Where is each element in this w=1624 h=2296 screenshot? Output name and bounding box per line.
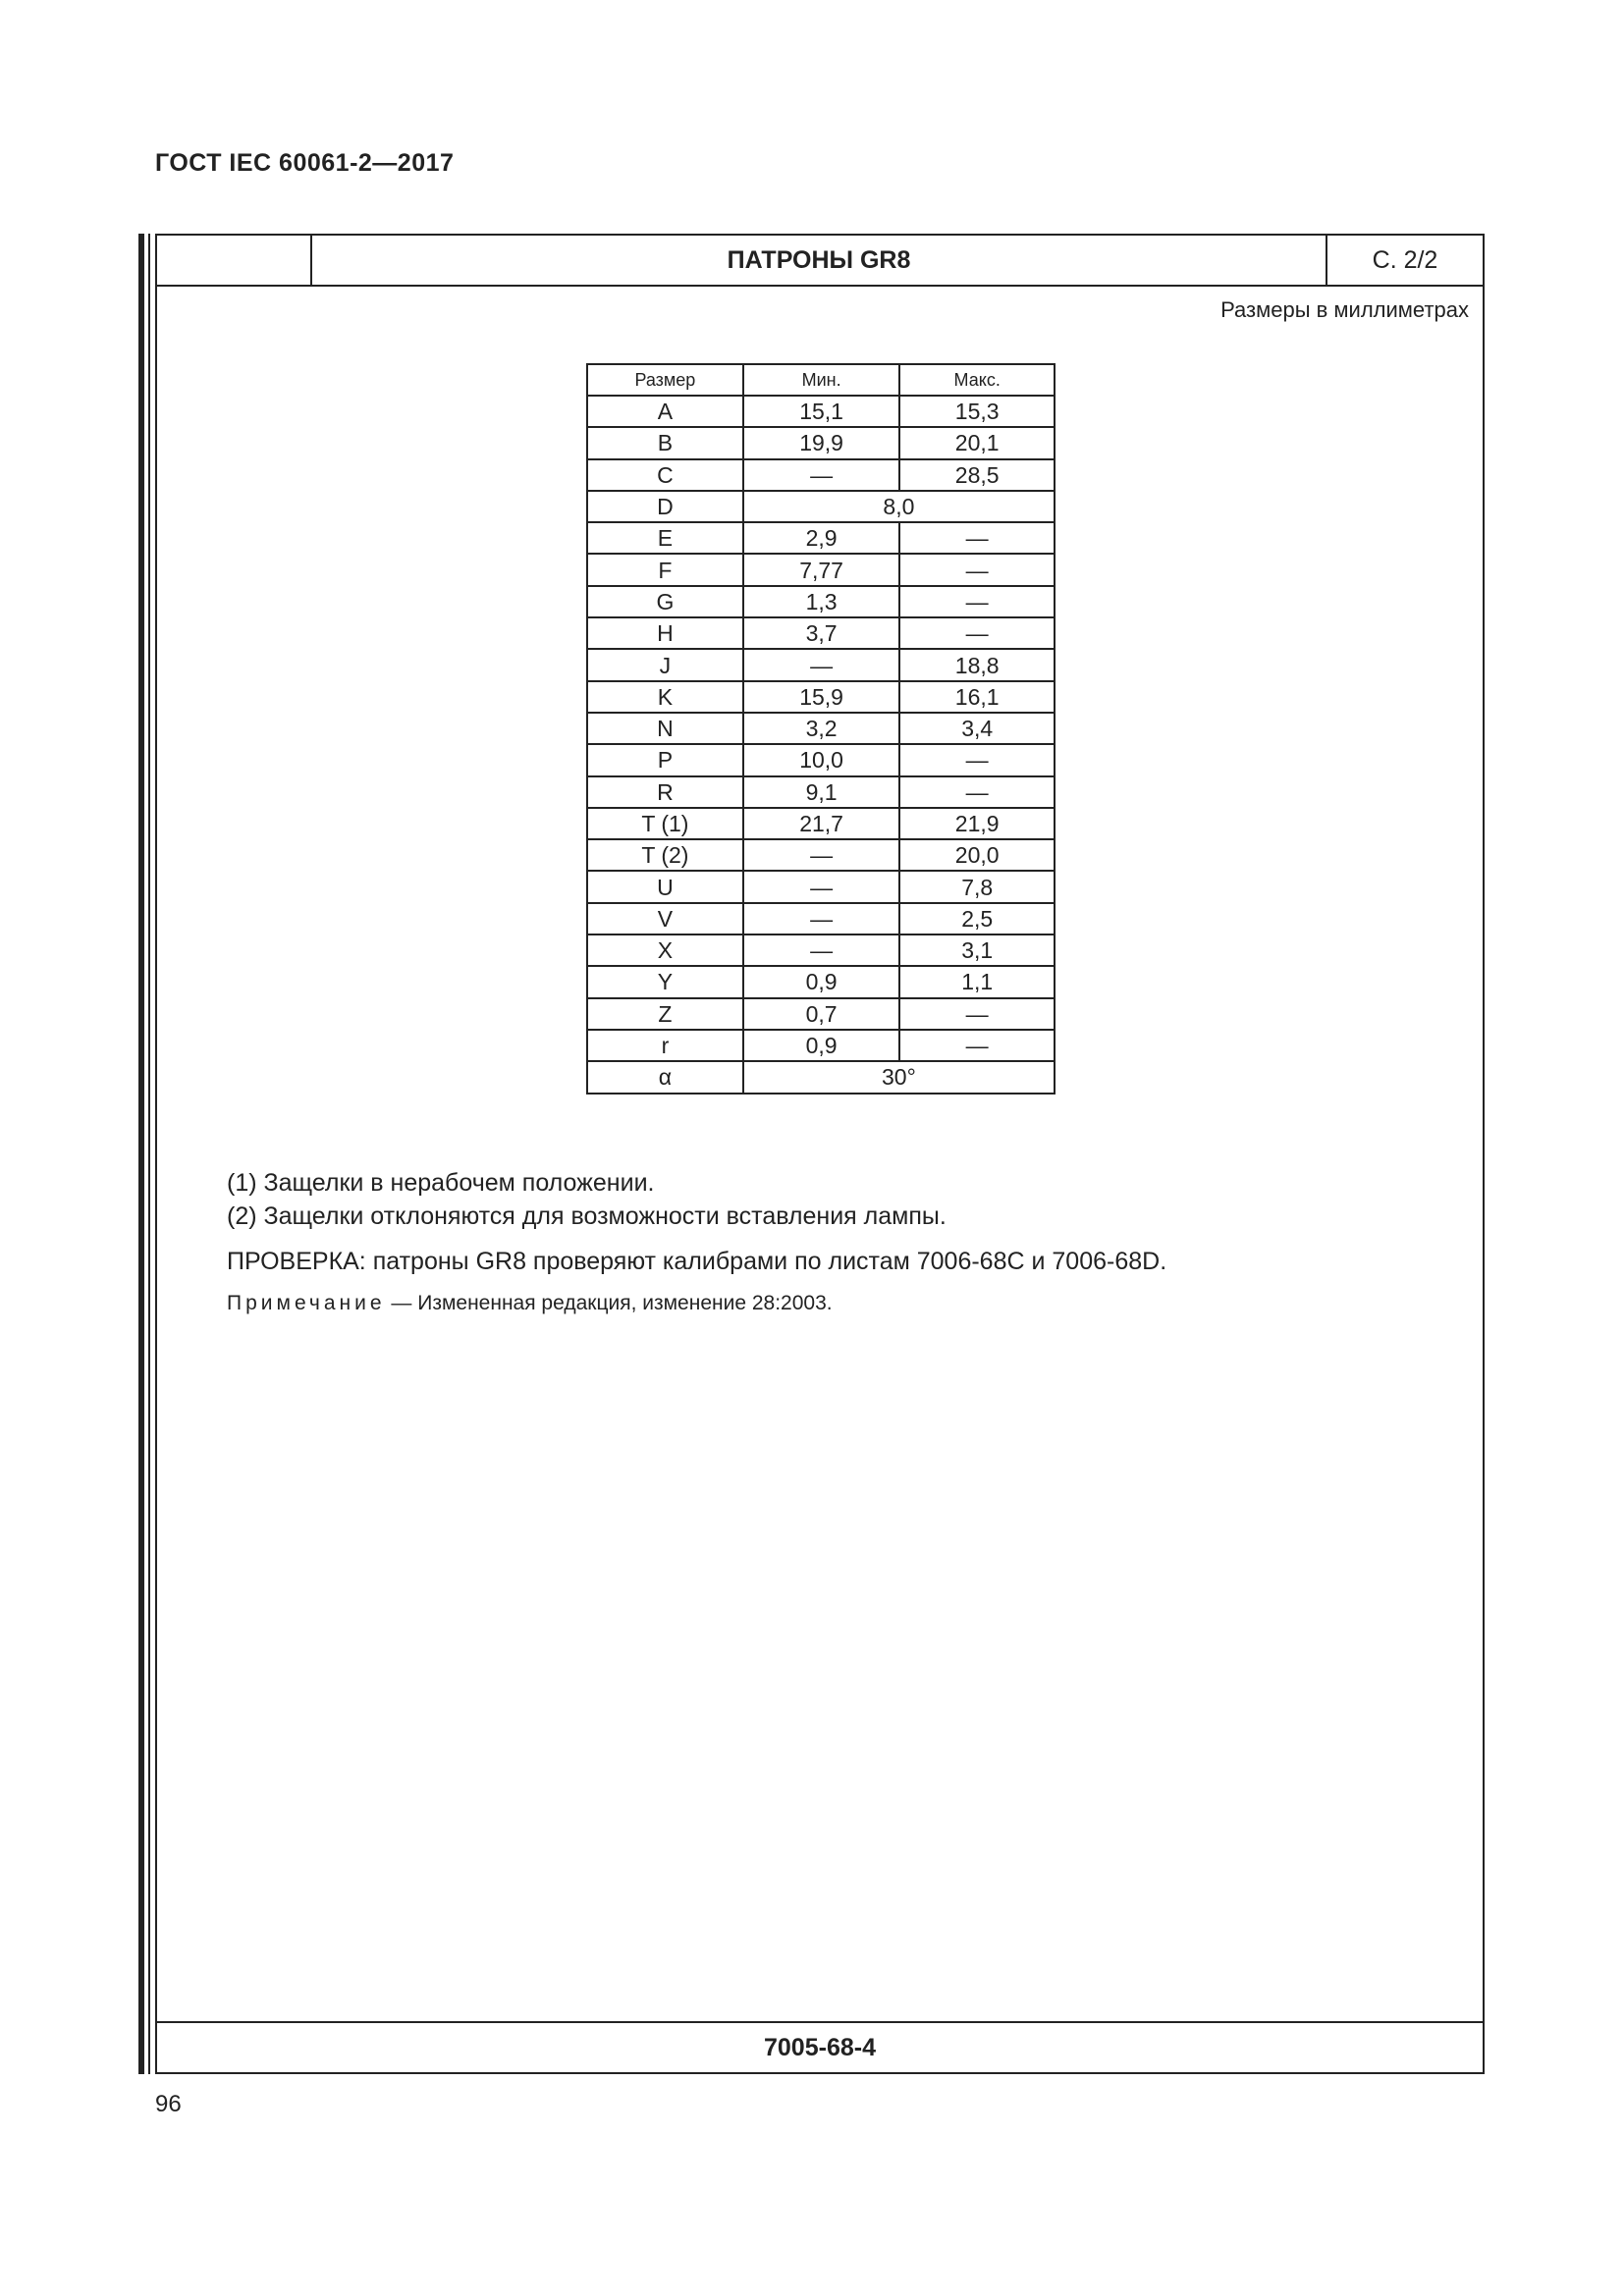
cell-min: 9,1 <box>743 776 900 808</box>
cell-max: — <box>899 522 1055 554</box>
cell-max: 28,5 <box>899 459 1055 491</box>
table-header-row <box>587 364 1055 396</box>
cell-size: K <box>587 681 743 713</box>
cell-max: 18,8 <box>899 649 1055 680</box>
cell-size: R <box>587 776 743 808</box>
cell-min: — <box>743 839 900 871</box>
table-row <box>587 744 1055 775</box>
table-row <box>587 491 1055 522</box>
cell-min: 15,9 <box>743 681 900 713</box>
table-row <box>587 934 1055 966</box>
sheet-header <box>157 236 1483 287</box>
cell-size: C <box>587 459 743 491</box>
cell-size: F <box>587 554 743 585</box>
cell-max: 1,1 <box>899 966 1055 997</box>
col-header-size: Размер <box>587 364 743 396</box>
cell-min: — <box>743 871 900 902</box>
sheet-code: 7005-68-4 <box>157 2021 1483 2072</box>
sheet-title: ПАТРОНЫ GR8 <box>312 236 1327 285</box>
table-row <box>587 522 1055 554</box>
cell-max: 7,8 <box>899 871 1055 902</box>
col-header-min: Мин. <box>743 364 900 396</box>
cell-min: — <box>743 934 900 966</box>
table-row <box>587 681 1055 713</box>
remark-text: — Измененная редакция, изменение 28:2003. <box>385 1292 833 1314</box>
cell-size: B <box>587 427 743 458</box>
cell-value: 30° <box>743 1061 1055 1093</box>
cell-size: N <box>587 713 743 744</box>
table-row <box>587 1030 1055 1061</box>
remark <box>227 1292 1405 1315</box>
sheet-frame <box>155 234 1485 2074</box>
dimensions-table <box>586 363 1056 1095</box>
cell-max: 15,3 <box>899 396 1055 427</box>
cell-max: 21,9 <box>899 808 1055 839</box>
check-text: ПРОВЕРКА: патроны GR8 проверяют калибрами по листам 7006-68C и 7006-68D. <box>227 1248 1167 1275</box>
table-row <box>587 427 1055 458</box>
cell-min: 21,7 <box>743 808 900 839</box>
cell-max: 2,5 <box>899 903 1055 934</box>
cell-size: H <box>587 617 743 649</box>
table-row <box>587 871 1055 902</box>
cell-max: — <box>899 1030 1055 1061</box>
cell-max: — <box>899 776 1055 808</box>
cell-min: 15,1 <box>743 396 900 427</box>
cell-max: 16,1 <box>899 681 1055 713</box>
cell-size: V <box>587 903 743 934</box>
table-row <box>587 713 1055 744</box>
cell-min: 2,9 <box>743 522 900 554</box>
page-number: 96 <box>155 2091 182 2117</box>
cell-max: — <box>899 744 1055 775</box>
table-row <box>587 808 1055 839</box>
cell-size: r <box>587 1030 743 1061</box>
cell-size: Z <box>587 998 743 1030</box>
table-row <box>587 586 1055 617</box>
table-row <box>587 1061 1055 1093</box>
cell-max: — <box>899 586 1055 617</box>
cell-min: — <box>743 903 900 934</box>
table-row <box>587 903 1055 934</box>
table-row <box>587 966 1055 997</box>
table-row <box>587 839 1055 871</box>
cell-max: 20,0 <box>899 839 1055 871</box>
cell-min: — <box>743 459 900 491</box>
cell-min: 7,77 <box>743 554 900 585</box>
cell-size: A <box>587 396 743 427</box>
table-body <box>587 396 1055 1094</box>
cell-size: Y <box>587 966 743 997</box>
table-row <box>587 776 1055 808</box>
cell-min: 3,2 <box>743 713 900 744</box>
cell-max: — <box>899 617 1055 649</box>
remark-label: Примечание <box>227 1292 386 1314</box>
cell-max: 3,1 <box>899 934 1055 966</box>
cell-size: X <box>587 934 743 966</box>
cell-value: 8,0 <box>743 491 1055 522</box>
cell-min: 0,7 <box>743 998 900 1030</box>
cell-min: 0,9 <box>743 966 900 997</box>
header-blank-cell <box>157 236 312 285</box>
cell-max: 20,1 <box>899 427 1055 458</box>
table-row <box>587 617 1055 649</box>
cell-max: — <box>899 554 1055 585</box>
table-row <box>587 459 1055 491</box>
cell-min: 0,9 <box>743 1030 900 1061</box>
sidebar-rule <box>138 234 144 2074</box>
cell-size: G <box>587 586 743 617</box>
cell-min: 1,3 <box>743 586 900 617</box>
units-note: Размеры в миллиметрах <box>1220 297 1469 322</box>
cell-min: — <box>743 649 900 680</box>
cell-size: α <box>587 1061 743 1093</box>
table-row <box>587 649 1055 680</box>
cell-max: — <box>899 998 1055 1030</box>
cell-size: T (1) <box>587 808 743 839</box>
cell-size: E <box>587 522 743 554</box>
cell-size: P <box>587 744 743 775</box>
footnote-2: (2) Защелки отклоняются для возможности вставления лампы. <box>227 1202 947 1230</box>
standard-title: ГОСТ IEC 60061-2—2017 <box>155 149 455 177</box>
cell-size: J <box>587 649 743 680</box>
footnote-1: (1) Защелки в нерабочем положении. <box>227 1169 655 1197</box>
cell-min: 10,0 <box>743 744 900 775</box>
table-row <box>587 998 1055 1030</box>
cell-size: U <box>587 871 743 902</box>
cell-max: 3,4 <box>899 713 1055 744</box>
sheet-number: С. 2/2 <box>1372 246 1438 274</box>
cell-min: 3,7 <box>743 617 900 649</box>
notes-block <box>227 1166 1405 1315</box>
cell-size: D <box>587 491 743 522</box>
cell-min: 19,9 <box>743 427 900 458</box>
table-row <box>587 396 1055 427</box>
table-row <box>587 554 1055 585</box>
col-header-max: Макс. <box>899 364 1055 396</box>
sidebar-rule <box>148 234 150 2074</box>
cell-size: T (2) <box>587 839 743 871</box>
